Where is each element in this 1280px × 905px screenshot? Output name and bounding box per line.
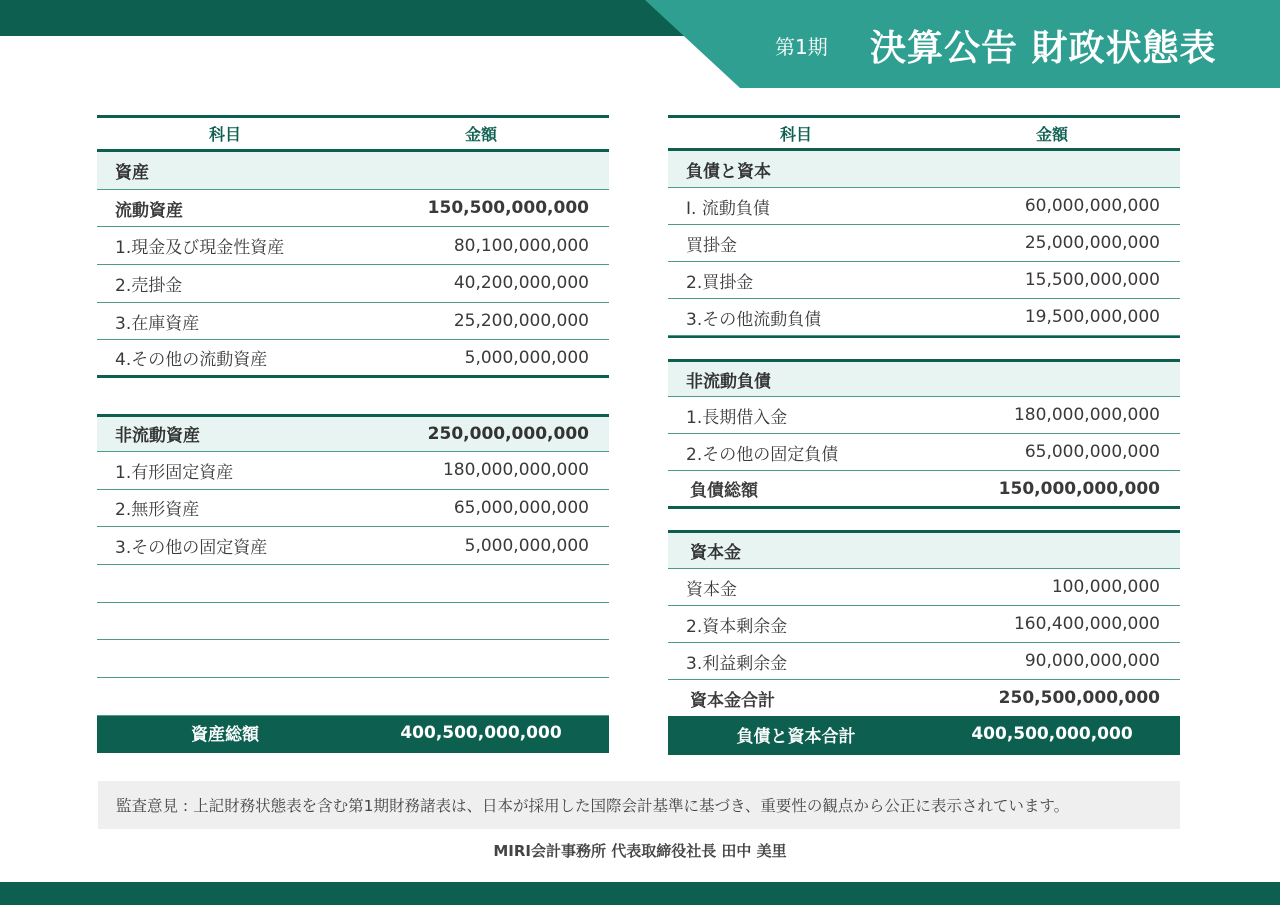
row-label: 2.その他の固定負債 — [686, 444, 839, 465]
row-label: 3.在庫資産 — [115, 313, 200, 334]
row-amount: 5,000,000,000 — [464, 347, 589, 368]
empty-row — [97, 565, 609, 603]
table-row — [97, 340, 609, 378]
table-row — [668, 225, 1180, 262]
liabilities-total-row — [668, 471, 1180, 509]
spacer — [97, 378, 609, 414]
row-label: 資本金 — [686, 579, 737, 600]
assets-table-header — [97, 115, 609, 152]
row-label: 資本金合計 — [690, 690, 775, 711]
row-amount: 180,000,000,000 — [1013, 405, 1160, 425]
row-amount: 180,000,000,000 — [442, 460, 589, 481]
row-amount: 160,400,000,000 — [1013, 614, 1160, 634]
row-amount: 15,500,000,000 — [1024, 270, 1160, 290]
audit-opinion: 監査意見 : 上記財務状態表を含む第1期財務諸表は、日本が採用した国際会計基準に基づき、重要性の観点から公正に表示されています。 — [98, 781, 1180, 829]
row-label: 非流動負債 — [686, 371, 771, 392]
column-item: 科目 — [779, 124, 812, 144]
row-amount: 25,000,000,000 — [1024, 233, 1160, 253]
spacer — [668, 509, 1180, 530]
table-row — [668, 397, 1180, 434]
row-label: 1.現金及び現金性資産 — [115, 238, 285, 259]
column-amount: 金額 — [464, 125, 497, 144]
section-label: 資産 — [115, 162, 149, 183]
table-row — [668, 299, 1180, 336]
section-liabilities-equity — [668, 151, 1180, 188]
equity-section-row — [668, 530, 1180, 569]
table-row — [97, 490, 609, 528]
equity-subtotal-row — [668, 680, 1180, 716]
total-label: 負債と資本合計 — [736, 726, 856, 747]
page-title: 決算公告 財政状態表 — [870, 28, 1217, 69]
row-label: 非流動資産 — [115, 426, 200, 447]
row-amount: 40,200,000,000 — [453, 273, 589, 294]
row-label: 3.その他の固定資産 — [115, 538, 268, 559]
assets-table — [97, 115, 609, 753]
total-amount: 400,500,000,000 — [971, 724, 1133, 744]
row-amount: 250,000,000,000 — [427, 423, 589, 444]
section-label: 負債と資本 — [686, 161, 771, 182]
table-row — [668, 188, 1180, 225]
row-label: 2.無形資産 — [115, 500, 200, 521]
row-label: 流動資産 — [115, 200, 183, 221]
liabilities-equity-table — [668, 115, 1180, 755]
row-amount: 90,000,000,000 — [1024, 651, 1160, 671]
liabilities-table-header — [668, 115, 1180, 151]
empty-row — [97, 678, 609, 716]
row-amount: 65,000,000,000 — [1024, 442, 1160, 462]
noncurrent-assets-row — [97, 414, 609, 452]
table-row — [97, 527, 609, 565]
spacer — [668, 336, 1180, 359]
period-label: 第1期 — [775, 35, 828, 59]
row-label: I. 流動負債 — [686, 198, 770, 219]
column-item: 科目 — [208, 125, 241, 144]
row-amount: 19,500,000,000 — [1024, 307, 1160, 327]
column-amount: 金額 — [1035, 124, 1068, 144]
row-amount: 25,200,000,000 — [453, 311, 589, 332]
assets-total-row — [97, 716, 609, 754]
table-row — [668, 434, 1180, 471]
row-label: 負債総額 — [690, 481, 758, 501]
table-row — [97, 303, 609, 341]
current-assets-row — [97, 190, 609, 228]
section-assets — [97, 152, 609, 190]
row-label: 4.その他の流動資産 — [115, 350, 268, 371]
table-row — [97, 227, 609, 265]
row-amount: 150,500,000,000 — [427, 198, 589, 219]
row-amount: 5,000,000,000 — [464, 535, 589, 556]
row-label: 3.その他流動負債 — [686, 309, 822, 330]
footer-bar — [0, 882, 1280, 905]
table-row — [668, 606, 1180, 643]
row-label: 2.資本剰余金 — [686, 616, 788, 637]
table-row — [97, 265, 609, 303]
empty-row — [97, 603, 609, 641]
row-label: 2.売掛金 — [115, 275, 183, 296]
row-label: 1.有形固定資産 — [115, 462, 234, 483]
noncurrent-liabilities-row — [668, 359, 1180, 397]
empty-row — [97, 640, 609, 678]
row-label: 2.買掛金 — [686, 272, 754, 293]
row-amount: 60,000,000,000 — [1024, 196, 1160, 216]
row-label: 資本金 — [690, 543, 741, 563]
row-amount: 100,000,000 — [1051, 577, 1160, 597]
row-label: 買掛金 — [686, 235, 737, 256]
row-amount: 80,100,000,000 — [453, 235, 589, 256]
table-row — [668, 262, 1180, 299]
liabilities-equity-total-row — [668, 716, 1180, 755]
total-label: 資産総額 — [191, 725, 259, 746]
table-row — [97, 452, 609, 490]
row-label: 1.長期借入金 — [686, 407, 788, 428]
row-amount: 65,000,000,000 — [453, 497, 589, 518]
table-row — [668, 569, 1180, 606]
total-amount: 400,500,000,000 — [400, 722, 562, 743]
firm-signature: MIRI会計事務所 代表取締役社長 田中 美里 — [493, 842, 787, 860]
table-row — [668, 643, 1180, 680]
row-label: 3.利益剰余金 — [686, 653, 788, 674]
row-amount: 150,000,000,000 — [998, 478, 1160, 499]
row-amount: 250,500,000,000 — [998, 688, 1160, 708]
